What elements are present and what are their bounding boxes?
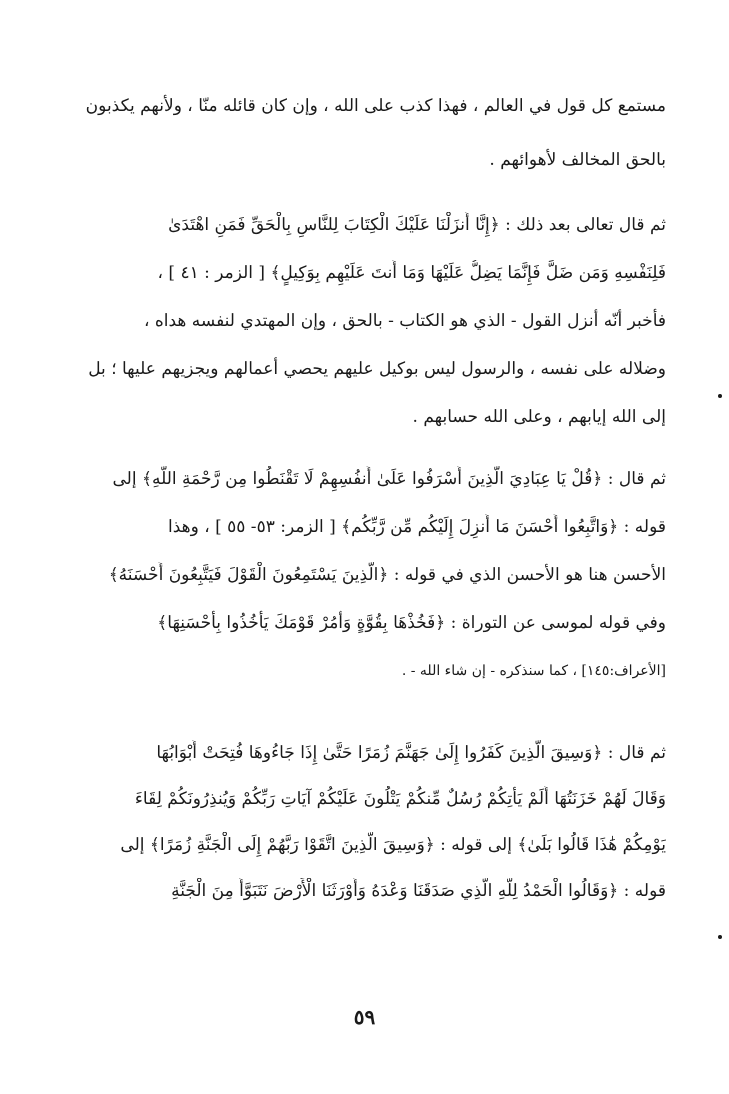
paragraph-4 (64, 740, 666, 924)
text-line: إلى الله إيابهم ، وعلى الله حسابهم . (412, 407, 666, 427)
paragraph-1 (64, 93, 666, 201)
text-line: وضلاله على نفسه ، والرسول ليس بوكيل عليهم يحصي أعمالهم ويجزيهم عليها ؛ بل (88, 359, 666, 379)
text-line: فأخبر أنّه أنزل القول - الذي هو الكتاب - بالحق ، وإن المهتدي لنفسه هداه ، (143, 311, 666, 331)
citation-line: [الأعراف:١٤٥] ، كما سنذكره - إن شاء الله - . (401, 663, 666, 679)
page-number: ٥٩ (353, 1005, 376, 1029)
text-line: ثم قال تعالى بعد ذلك : ﴿إِنَّا أَنزَلْنَا عَلَيْكَ الْكِتَابَ لِلنَّاسِ بِالْحَقِّ فَمَنِ اهْتَدَىٰ (168, 215, 666, 235)
text-line: الأحسن هنا هو الأحسن الذي في قوله : ﴿الَّذِينَ يَسْتَمِعُونَ الْقَوْلَ فَيَتَّبِعُونَ أَحْسَنَهُ﴾ (108, 565, 666, 585)
paragraph-2 (64, 212, 666, 452)
text-line: مستمع كل قول في العالم ، فهذا كذب على الله ، وإن كان قائله منّا ، ولأنهم يكذبون (85, 96, 666, 116)
text-line: بالحق المخالف لأهوائهم . (489, 150, 666, 170)
paragraph-3 (64, 466, 666, 706)
text-line: ثم قال : ﴿وَسِيقَ الَّذِينَ كَفَرُوا إِلَىٰ جَهَنَّمَ زُمَرًا حَتَّىٰ إِذَا جَاءُوهَا فُتِحَتْ أَبْوَابُهَا (156, 743, 666, 763)
text-line: يَوْمِكُمْ هَٰذَا قَالُوا بَلَىٰ﴾ إلى قوله : ﴿وَسِيقَ الَّذِينَ اتَّقَوْا رَبَّهُمْ إِلَى الْجَنَّةِ زُمَرًا﴾ إلى (120, 835, 666, 855)
text-line: وفي قوله لموسى عن التوراة : ﴿فَخُذْهَا بِقُوَّةٍ وَأْمُرْ قَوْمَكَ يَأْخُذُوا بِأَحْسَنِهَا﴾ (157, 613, 666, 633)
text-line: فَلِنَفْسِهِ وَمَن ضَلَّ فَإِنَّمَا يَضِلُّ عَلَيْهَا وَمَا أَنتَ عَلَيْهِم بِوَكِيلٍ﴾ [ الزمر : ٤١ ] ، (157, 263, 666, 283)
text-line: قوله : ﴿وَقَالُوا الْحَمْدُ لِلَّهِ الَّذِي صَدَقَنَا وَعْدَهُ وَأَوْرَثَنَا الْأَرْضَ نَتَبَوَّأُ مِنَ الْجَنَّةِ (171, 881, 666, 901)
text-line: قوله : ﴿وَاتَّبِعُوا أَحْسَنَ مَا أُنزِلَ إِلَيْكُم مِّن رَّبِّكُم﴾ [ الزمر: ٥٣- ٥٥ ] ، وهذا (167, 517, 666, 537)
text-line: وَقَالَ لَهُمْ خَزَنَتُهَا أَلَمْ يَأْتِكُمْ رُسُلٌ مِّنكُمْ يَتْلُونَ عَلَيْكُمْ آيَاتِ رَبِّكُمْ وَيُنذِرُونَكُمْ لِقَاءَ (134, 789, 666, 809)
margin-dot-mark (718, 394, 722, 398)
margin-dot-mark (718, 935, 722, 939)
text-line: ثم قال : ﴿قُلْ يَا عِبَادِيَ الَّذِينَ أَسْرَفُوا عَلَىٰ أَنفُسِهِمْ لَا تَقْنَطُوا مِن رَّحْمَةِ اللَّهِ﴾ إلى (112, 469, 666, 489)
